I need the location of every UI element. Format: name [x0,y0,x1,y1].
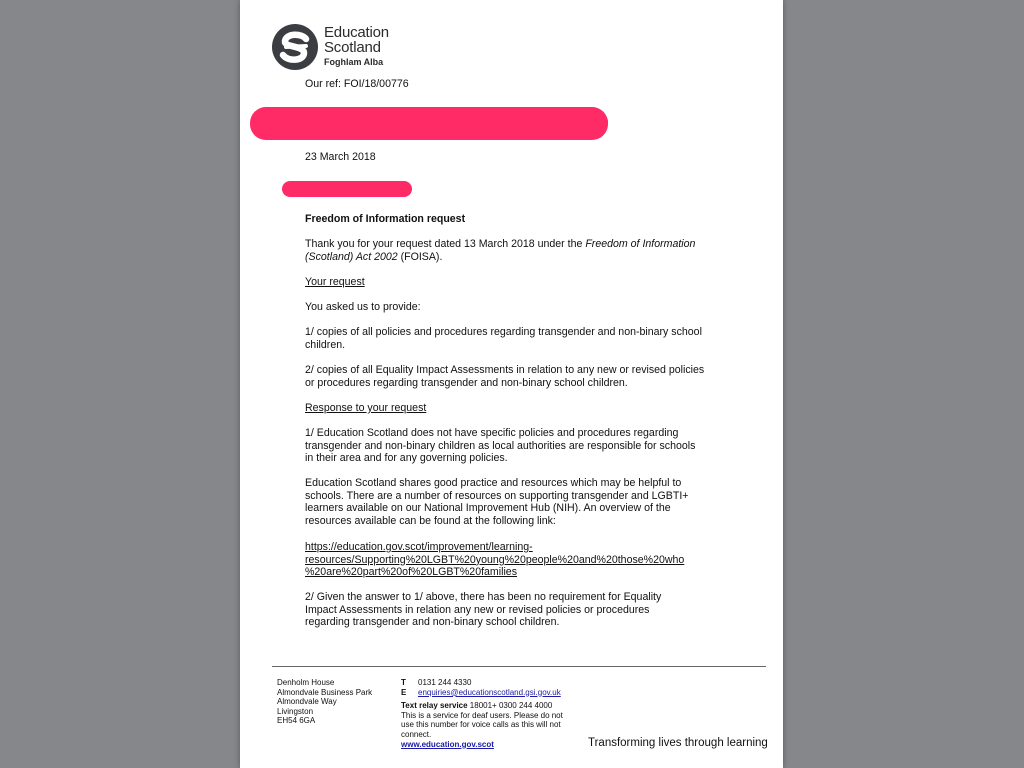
intro-paragraph [305,238,725,263]
relay-note: This is a service for deaf users. Please do not use this number for voice calls as this will not connect. [401,710,563,739]
resources-link-line3[interactable]: %20are%20part%20of%20LGBT%20families [305,566,517,579]
your-request-heading: Your request [305,276,365,288]
website-link[interactable]: www.education.gov.scot [401,739,494,749]
response-heading: Response to your request [305,402,427,414]
asked-line: You asked us to provide: [305,301,421,313]
address-line-2: Almondvale Business Park [277,687,373,697]
logo-text-line2: Scotland [324,39,381,56]
response-paragraph-1: 1/ Education Scotland does not have specific policies and procedures regarding transgender and non-binary children as local authorities are responsible for schools in their area and for any governing policies. [305,427,696,465]
logo-text-line1: Education [324,24,389,41]
intro-act-title: Freedom of Information (Scotland) Act 2002 [305,238,696,263]
logo-e-icon [272,24,318,70]
address-line-3: Almondvale Way [277,697,337,707]
phone-number: 0131 244 4330 [418,678,472,687]
phone-label: T [401,678,406,687]
relay-number: 18001+ 0300 244 4000 [467,701,553,711]
footer-slogan: Transforming lives through learning [588,737,768,749]
logo-text-line3: Foghlam Alba [324,57,384,67]
response-paragraph-3: 2/ Given the answer to 1/ above, there has been no requirement for Equality Impact Assessments in relation any new or revised policies or procedures regarding transgender and non-binary school children. [305,591,662,629]
resources-link[interactable] [305,541,745,579]
email-link[interactable]: enquiries@educationscotland.gsi.gov.uk [418,687,561,697]
email-row [401,688,581,698]
resources-link-line1[interactable]: https://education.gov.scot/improvement/learning- [305,541,533,553]
letter-page [240,0,783,768]
redacted-salutation [282,181,412,197]
footer-address [277,678,372,726]
education-scotland-logo [272,22,402,72]
relay-label: Text relay service [401,701,468,711]
request-item-2: 2/ copies of all Equality Impact Assessments in relation to any new or revised policies or procedures regarding transgender and non-binary school children. [305,364,705,389]
letter-heading: Freedom of Information request [305,213,466,225]
response-paragraph-2: Education Scotland shares good practice and resources which may be helpful to schools. There are a number of resources on supporting transgender and LGBTI+ learners available on our National Improvement Hub (NIH). An overview of the resources available can be found at the following link: [305,477,689,528]
footer-divider [272,666,766,667]
resources-link-line2[interactable]: resources/Supporting%20LGBT%20young%20people%20and%20those%20who [305,553,685,566]
intro-text-end: (FOISA). [397,250,443,263]
address-line-5: EH54 6GA [277,716,316,726]
address-line-4: Livingston [277,706,314,716]
redacted-address-end [530,113,608,131]
email-label: E [401,687,407,697]
our-ref: Our ref: FOI/18/00776 [305,78,409,90]
relay-row [401,701,581,711]
address-line-1: Denholm House [277,678,335,687]
request-item-1: 1/ copies of all policies and procedures regarding transgender and non-binary school children. [305,326,702,351]
footer-contact [401,678,581,749]
intro-text-start: Thank you for your request dated 13 March 2018 under the [305,238,586,250]
letter-date: 23 March 2018 [305,151,376,163]
phone-row [401,678,581,688]
